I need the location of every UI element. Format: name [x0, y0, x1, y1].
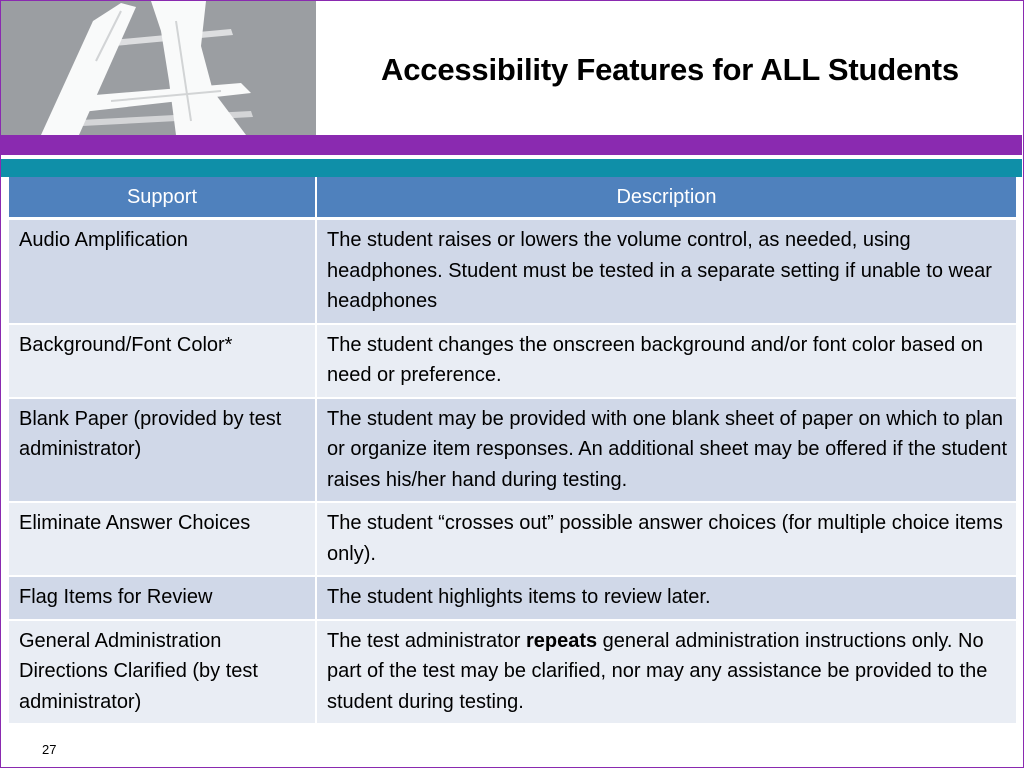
brush-stroke-a-logo-icon: [1, 1, 316, 135]
table-row: [9, 576, 1016, 620]
support-cell: Flag Items for Review: [9, 576, 316, 620]
description-cell: The student raises or lowers the volume control, as needed, using headphones. Student must be tested in a separate setting if unable to wear headphones: [316, 219, 1016, 324]
header-support: Support: [9, 177, 316, 219]
logo-panel: [1, 1, 316, 135]
description-text-pre: The test administrator: [327, 629, 526, 652]
purple-band: [1, 135, 1022, 155]
slide-title: Accessibility Features for ALL Students: [381, 52, 959, 87]
description-cell: The student changes the onscreen background and/or font color based on need or preference.: [316, 324, 1016, 398]
description-cell: The student may be provided with one blank sheet of paper on which to plan or organize item responses. An additional sheet may be offered if the student raises his/her hand during testing.: [316, 398, 1016, 503]
table-row: [9, 324, 1016, 398]
table-row: [9, 502, 1016, 576]
table-header-row: [9, 177, 1016, 219]
accessibility-features-table: [9, 177, 1016, 725]
description-cell: The student highlights items to review later.: [316, 576, 1016, 620]
support-cell: Blank Paper (provided by test administrator): [9, 398, 316, 503]
table-row: [9, 398, 1016, 503]
teal-band: [1, 159, 1022, 177]
support-cell: Eliminate Answer Choices: [9, 502, 316, 576]
header-description: Description: [316, 177, 1016, 219]
support-cell: Audio Amplification: [9, 219, 316, 324]
description-cell: [316, 620, 1016, 725]
description-cell: The student “crosses out” possible answer choices (for multiple choice items only).: [316, 502, 1016, 576]
table-row: [9, 620, 1016, 725]
description-text-post: general administration instructions only. No part of the test may be clarified, nor may any assistance be provided to the student during testing.: [327, 629, 988, 713]
page-number: 27: [42, 742, 57, 757]
support-cell: Background/Font Color*: [9, 324, 316, 398]
table-row: [9, 219, 1016, 324]
description-text-bold: repeats: [525, 629, 598, 652]
support-cell: General Administration Directions Clarified (by test administrator): [9, 620, 316, 725]
